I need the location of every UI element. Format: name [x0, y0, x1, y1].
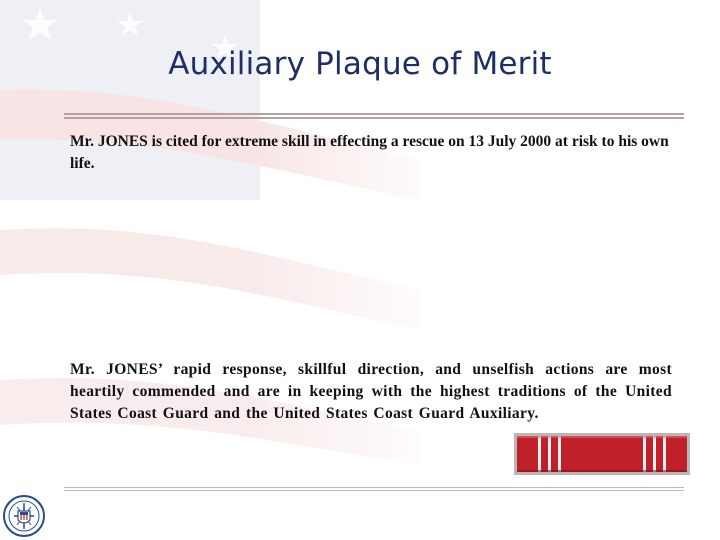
- citation-opening-text: Mr. JONES is cited for extreme skill in effecting a rescue on 13 July 2000 at risk to his own life.: [70, 133, 669, 172]
- footer-divider-line-secondary: [64, 490, 684, 491]
- merit-ribbon-icon: [514, 433, 690, 475]
- footer-divider-line: [64, 487, 684, 488]
- title-divider-line-secondary: [64, 117, 684, 119]
- title-divider-line: [64, 113, 684, 115]
- coast-guard-auxiliary-seal-icon: [3, 494, 45, 538]
- citation-closing-text: Mr. JONES’ rapid response, skillful direction, and unselfish actions are most heartily commended and are in keeping with the highest traditions of the United States Coast Guard and the United States Coast Guard Auxiliary.: [70, 361, 672, 422]
- slide-title: Auxiliary Plaque of Merit: [168, 46, 552, 82]
